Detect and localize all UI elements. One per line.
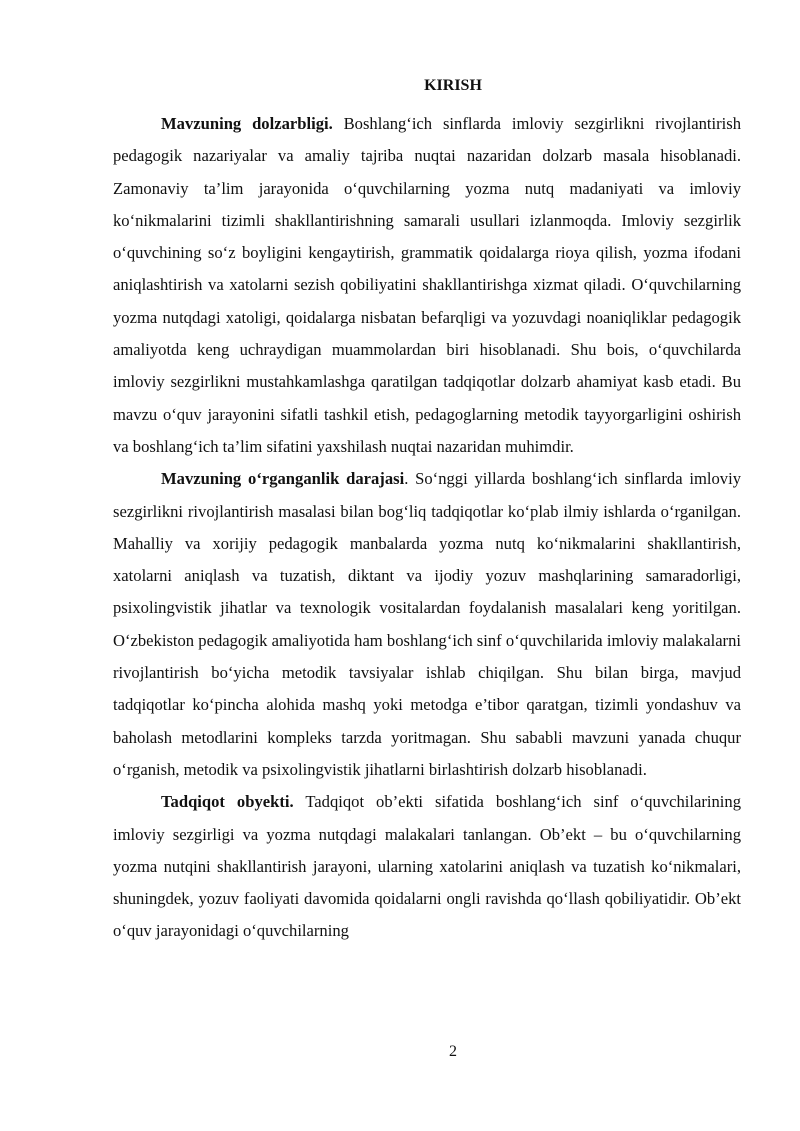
paragraph-text-research-object: Tadqiqot ob’ekti sifatida boshlang‘ich sinf o‘quvchilarining imloviy sezgirligi va yozma nutqdagi malakalari tanlangan. Ob’ekt – bu o‘quvchilarning yozma nutqini shakllantirish jarayoni, ularning xatolarini aniqlash va tuzatish ko‘nikmalari, shuningdek, yozuv faoliyati davomida qoidalarni ongli ravishda qo‘llash qobiliyatidir. Ob’ekt o‘quv jarayonidagi o‘quvchilarning	[113, 792, 741, 941]
paragraph-text-degree-of-study: . So‘nggi yillarda boshlang‘ich sinflarda imloviy sezgirlikni rivojlantirish masalasi bilan bog‘liq tadqiqotlar ko‘plab ilmiy ishlarda o‘rganilgan. Mahalliy va xorijiy pedagogik manbalarda yozma nutq ko‘nikmalarini shakllantirish, xatolarni aniqlash va tuzatish, diktant va ijodiy yozuv mashqlarining samaradorligi, psixolingvistik jihatlar va texnologik vositalardan foydalanish masalalari keng yoritilgan. O‘zbekiston pedagogik amaliyotida ham boshlang‘ich sinf o‘quvchilarida imloviy malakalarni rivojlantirish bo‘yicha metodik tavsiyalar ishlab chiqilgan. Shu bilan birga, mavjud tadqiqotlar ko‘pincha alohida mashq yoki metodga e’tibor qaratgan, tizimli yondashuv va baholash metodlarini kompleks tarzda yoritmagan. Shu sababli mavzuni yanada chuqur o‘rganish, metodik va psixolingvistik jihatlarni birlashtirish dolzarb hisoblanadi.	[113, 469, 741, 779]
document-body	[113, 108, 741, 948]
document-page	[113, 0, 741, 1131]
paragraph-lead-relevance: Mavzuning dolzarbligi.	[161, 114, 333, 133]
paragraph-lead-research-object: Tadqiqot obyekti.	[161, 792, 294, 812]
section-title: KIRISH	[424, 77, 482, 94]
paragraph-relevance	[113, 108, 741, 463]
paragraph-degree-of-study	[113, 463, 741, 786]
paragraph-lead-degree-of-study: Mavzuning o‘rganganlik darajasi	[161, 469, 405, 489]
paragraph-research-object	[113, 786, 741, 947]
paragraph-text-relevance: Boshlang‘ich sinflarda imloviy sezgirlikni rivojlantirish pedagogik nazariyalar va amaliy tajriba nuqtai nazaridan dolzarb masala hisoblanadi. Zamonaviy ta’lim jarayonida o‘quvchilarning yozma nutq madaniyati va imloviy ko‘nikmalarini tizimli shakllantirishning samarali usullari izlanmoqda. Imloviy sezgirlik o‘quvchining so‘z boyligini kengaytirish, grammatik qoidalarga rioya qilish, yozma ifodani aniqlashtirish va xatolarni sezish qobiliyatini shakllantirishga xizmat qiladi. O‘quvchilarning yozma nutqdagi xatoligi, qoidalarga nisbatan befarqligi va yozuvdagi noaniqliklar pedagogik amaliyotda keng uchraydigan muammolardan biri hisoblanadi. Shu bois, o‘quvchilarda imloviy sezgirlikni mustahkamlashga qaratilgan tadqiqotlar dolzarb ahamiyat kasb etadi. Bu mavzu o‘quv jarayonini sifatli tashkil etish, pedagoglarning metodik tayyorgarligini oshirish va boshlang‘ich ta’lim sifatini yaxshilash nuqtai nazaridan muhimdir.	[113, 114, 741, 456]
page-number: 2	[449, 1043, 457, 1060]
